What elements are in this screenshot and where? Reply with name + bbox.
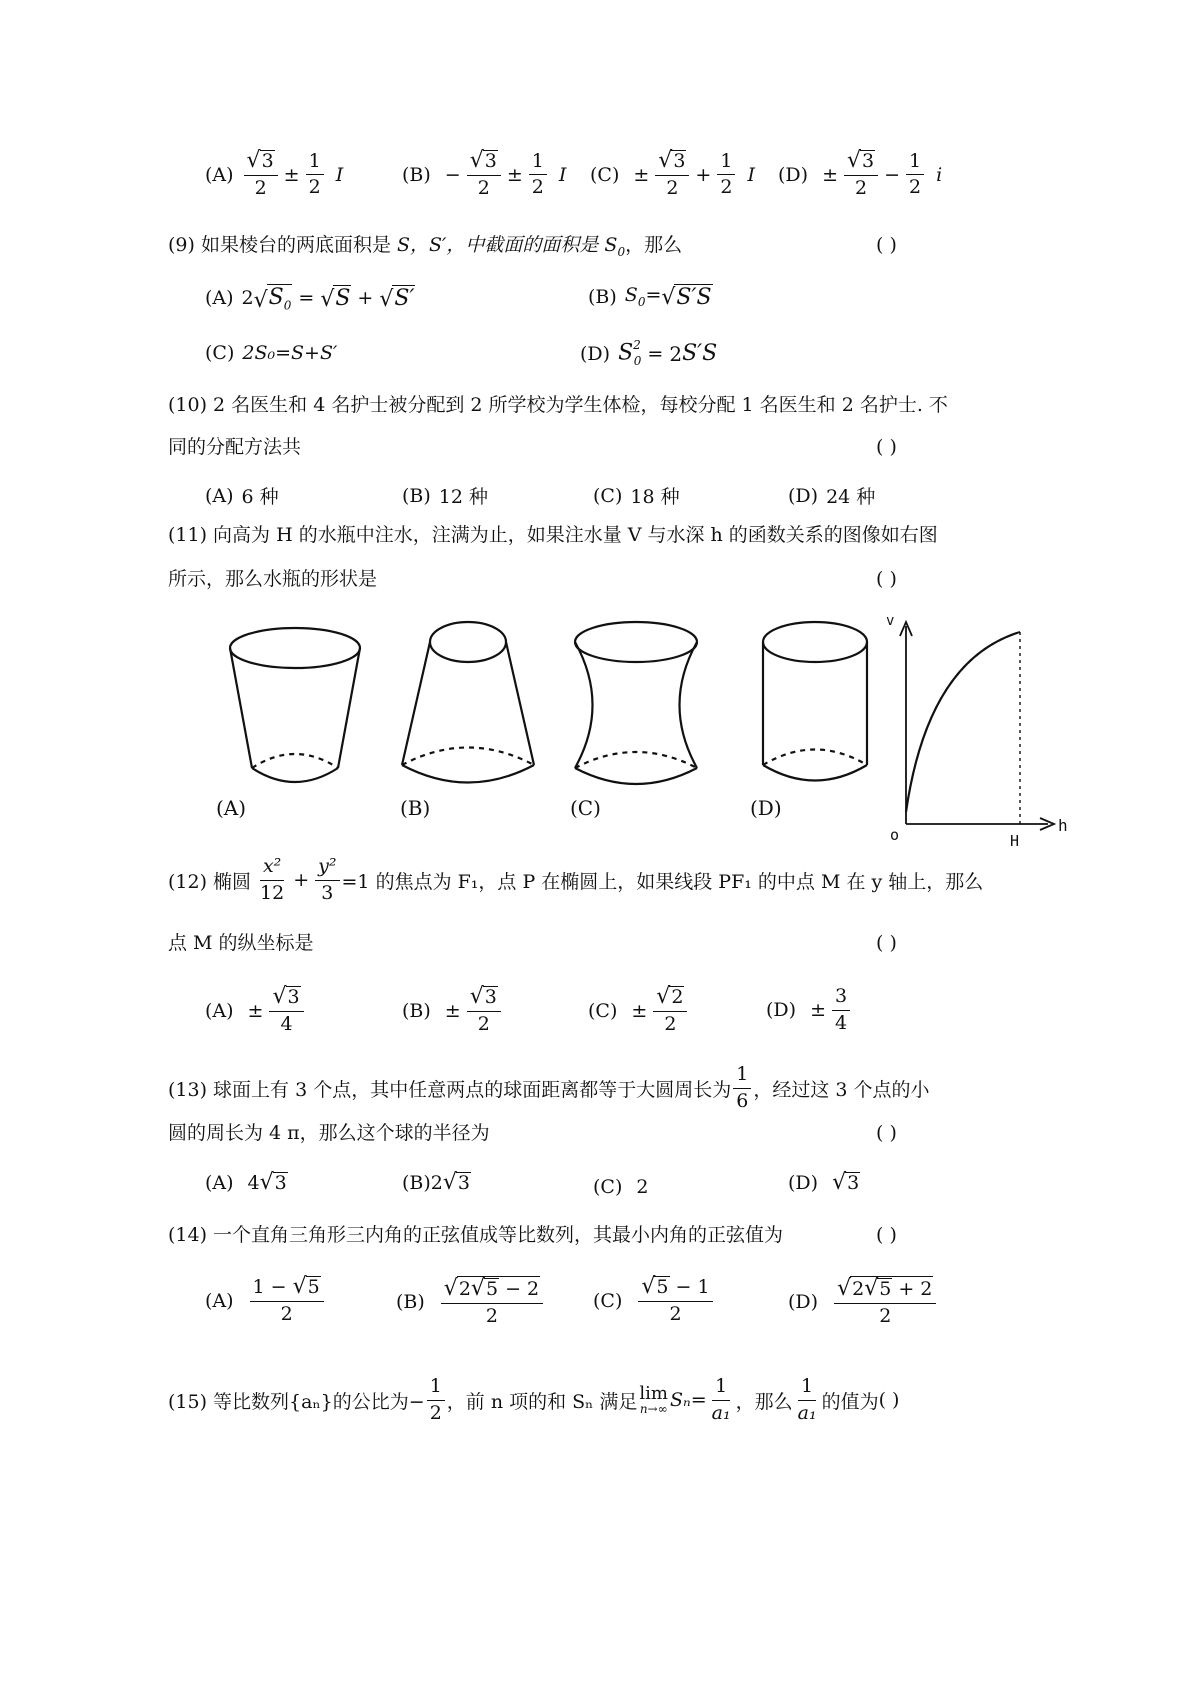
q8-option-c: (C) ± √ 3 2 + $\frac{1}{2}$ I	[590, 148, 755, 199]
q15-answer-blank: ( )	[878, 1389, 900, 1412]
q14-option-c: (C) √ 5 − 1 2	[593, 1276, 715, 1326]
q14-answer-blank: ( )	[876, 1224, 897, 1246]
fraction: √ 3 2	[655, 150, 689, 200]
q13-option-d: (D) √ 3	[788, 1170, 860, 1195]
bottle-d-label: (D)	[750, 796, 782, 820]
q10-option-c: (C) 18 种	[593, 484, 680, 508]
q10-option-d: (D) 24 种	[788, 484, 876, 508]
q10-stem-line1: (10) 2 名医生和 4 名护士被分配到 2 所学校为学生体检，每校分配 1 名医生和 2 名护士. 不	[168, 394, 948, 416]
graph-h-mark: H	[1010, 832, 1020, 850]
graph-y-label: v	[886, 613, 895, 629]
q9-option-c: (C) 2S₀=S+S′	[205, 342, 338, 364]
bottle-d	[763, 622, 867, 781]
q12-option-b: (B) ± √ 3 2	[402, 986, 503, 1036]
fraction: $\frac{1}{2}$	[529, 151, 547, 200]
q10-option-b: (B) 12 种	[402, 484, 489, 508]
q14-option-b: (B) √ 2 √ 5 − 2 2	[396, 1276, 545, 1328]
q15-stem: (15) 等比数列{aₙ}的公比为− $\frac{1}{2}$ ，前 n 项的和 Sₙ 满足 lim n→∞ Sₙ= $\frac{1}{\text{a₁}}$ ，那么 $\frac{1}{\text{a₁}}$ 的值为 ( )	[168, 1375, 900, 1424]
q10-option-a: (A) 6 种	[205, 484, 279, 508]
q9-stem: (9) 如果棱台的两底面积是 S，S′，中截面的面积是 $S_0$，那么	[168, 234, 683, 259]
q8-option-b: (B) − √ 3 2 ± $\frac{1}{2}$ I	[402, 148, 567, 199]
q9-option-d: (D) $S^2_0$ = 2 S′S	[580, 338, 718, 368]
bottle-c-label: (C)	[570, 796, 601, 820]
q11-volume-graph	[900, 622, 1054, 830]
graph-x-label: h	[1058, 816, 1068, 835]
q13-stem-line2: 圆的周长为 4 π，那么这个球的半径为	[168, 1122, 490, 1144]
bottle-b-label: (B)	[400, 796, 431, 820]
q14-option-a: (A) 1 − √ 5 2	[205, 1276, 326, 1326]
q12-option-d: (D) ± $\frac{3}{4}$	[766, 986, 852, 1035]
fraction: √ 3 2	[244, 150, 278, 200]
q11-stem-line2: 所示，那么水瓶的形状是	[168, 568, 378, 590]
q12-stem: (12) 椭圆 $\frac{\text{x²}}{12}$ + $\frac{\text{y²}}{3}$ =1 的焦点为 F₁，点 P 在椭圆上，如果线段 PF₁ 的中点 M 在 y 轴上，那么	[168, 855, 984, 904]
fraction: √ 3 2	[844, 150, 878, 200]
fraction: $\frac{1}{2}$	[717, 151, 735, 200]
q9-option-b: (B) $S_0=$ √ S′S	[588, 284, 712, 311]
fraction: $\frac{1}{2}$	[906, 151, 924, 200]
q9-answer-blank: ( )	[876, 234, 897, 256]
bottle-b	[402, 622, 534, 783]
q13-stem: (13) 球面上有 3 个点，其中任意两点的球面距离都等于大圆周长为 $\frac{1}{6}$ ，经过这 3 个点的小	[168, 1063, 930, 1112]
q12-stem-line2: 点 M 的纵坐标是	[168, 932, 314, 954]
q11-answer-blank: ( )	[876, 568, 897, 590]
q13-option-b: (B) 2 √ 3	[402, 1170, 471, 1195]
q9-option-a: (A) 2 √ $S_0$ = √ S + √ S′	[205, 285, 415, 313]
q11-stem-line1: (11) 向高为 H 的水瓶中注水，注满为止，如果注水量 V 与水深 h 的函数关系的图像如右图	[168, 524, 938, 546]
q8-option-a: (A) √ 3 2 ± $\frac{1}{2}$ I	[205, 148, 344, 199]
fraction: $\frac{1}{2}$	[306, 151, 324, 200]
q13-answer-blank: ( )	[876, 1122, 897, 1144]
q14-option-d: (D) √ 2 √ 5 + 2 2	[788, 1276, 938, 1328]
q13-option-a: (A) 4 √ 3	[205, 1170, 287, 1195]
q14-stem: (14) 一个直角三角形三内角的正弦值成等比数列，其最小内角的正弦值为	[168, 1224, 784, 1246]
bottle-c	[575, 622, 697, 784]
bottle-a	[230, 628, 360, 782]
q10-answer-blank: ( )	[876, 436, 897, 458]
limit-operator: lim n→∞	[639, 1383, 669, 1417]
graph-origin-label: o	[890, 826, 900, 844]
q10-stem-line2: 同的分配方法共	[168, 436, 302, 458]
q12-option-c: (C) ± √ 2 2	[588, 986, 689, 1036]
bottle-a-label: (A)	[216, 796, 247, 820]
q13-option-c: (C) 2	[593, 1176, 649, 1198]
fraction: √ 3 2	[467, 150, 501, 200]
q12-option-a: (A) ± √ 3 4	[205, 986, 306, 1036]
q8-option-d: (D) ± √ 3 2 − $\frac{1}{2}$ i	[778, 148, 943, 199]
q12-answer-blank: ( )	[876, 932, 897, 954]
